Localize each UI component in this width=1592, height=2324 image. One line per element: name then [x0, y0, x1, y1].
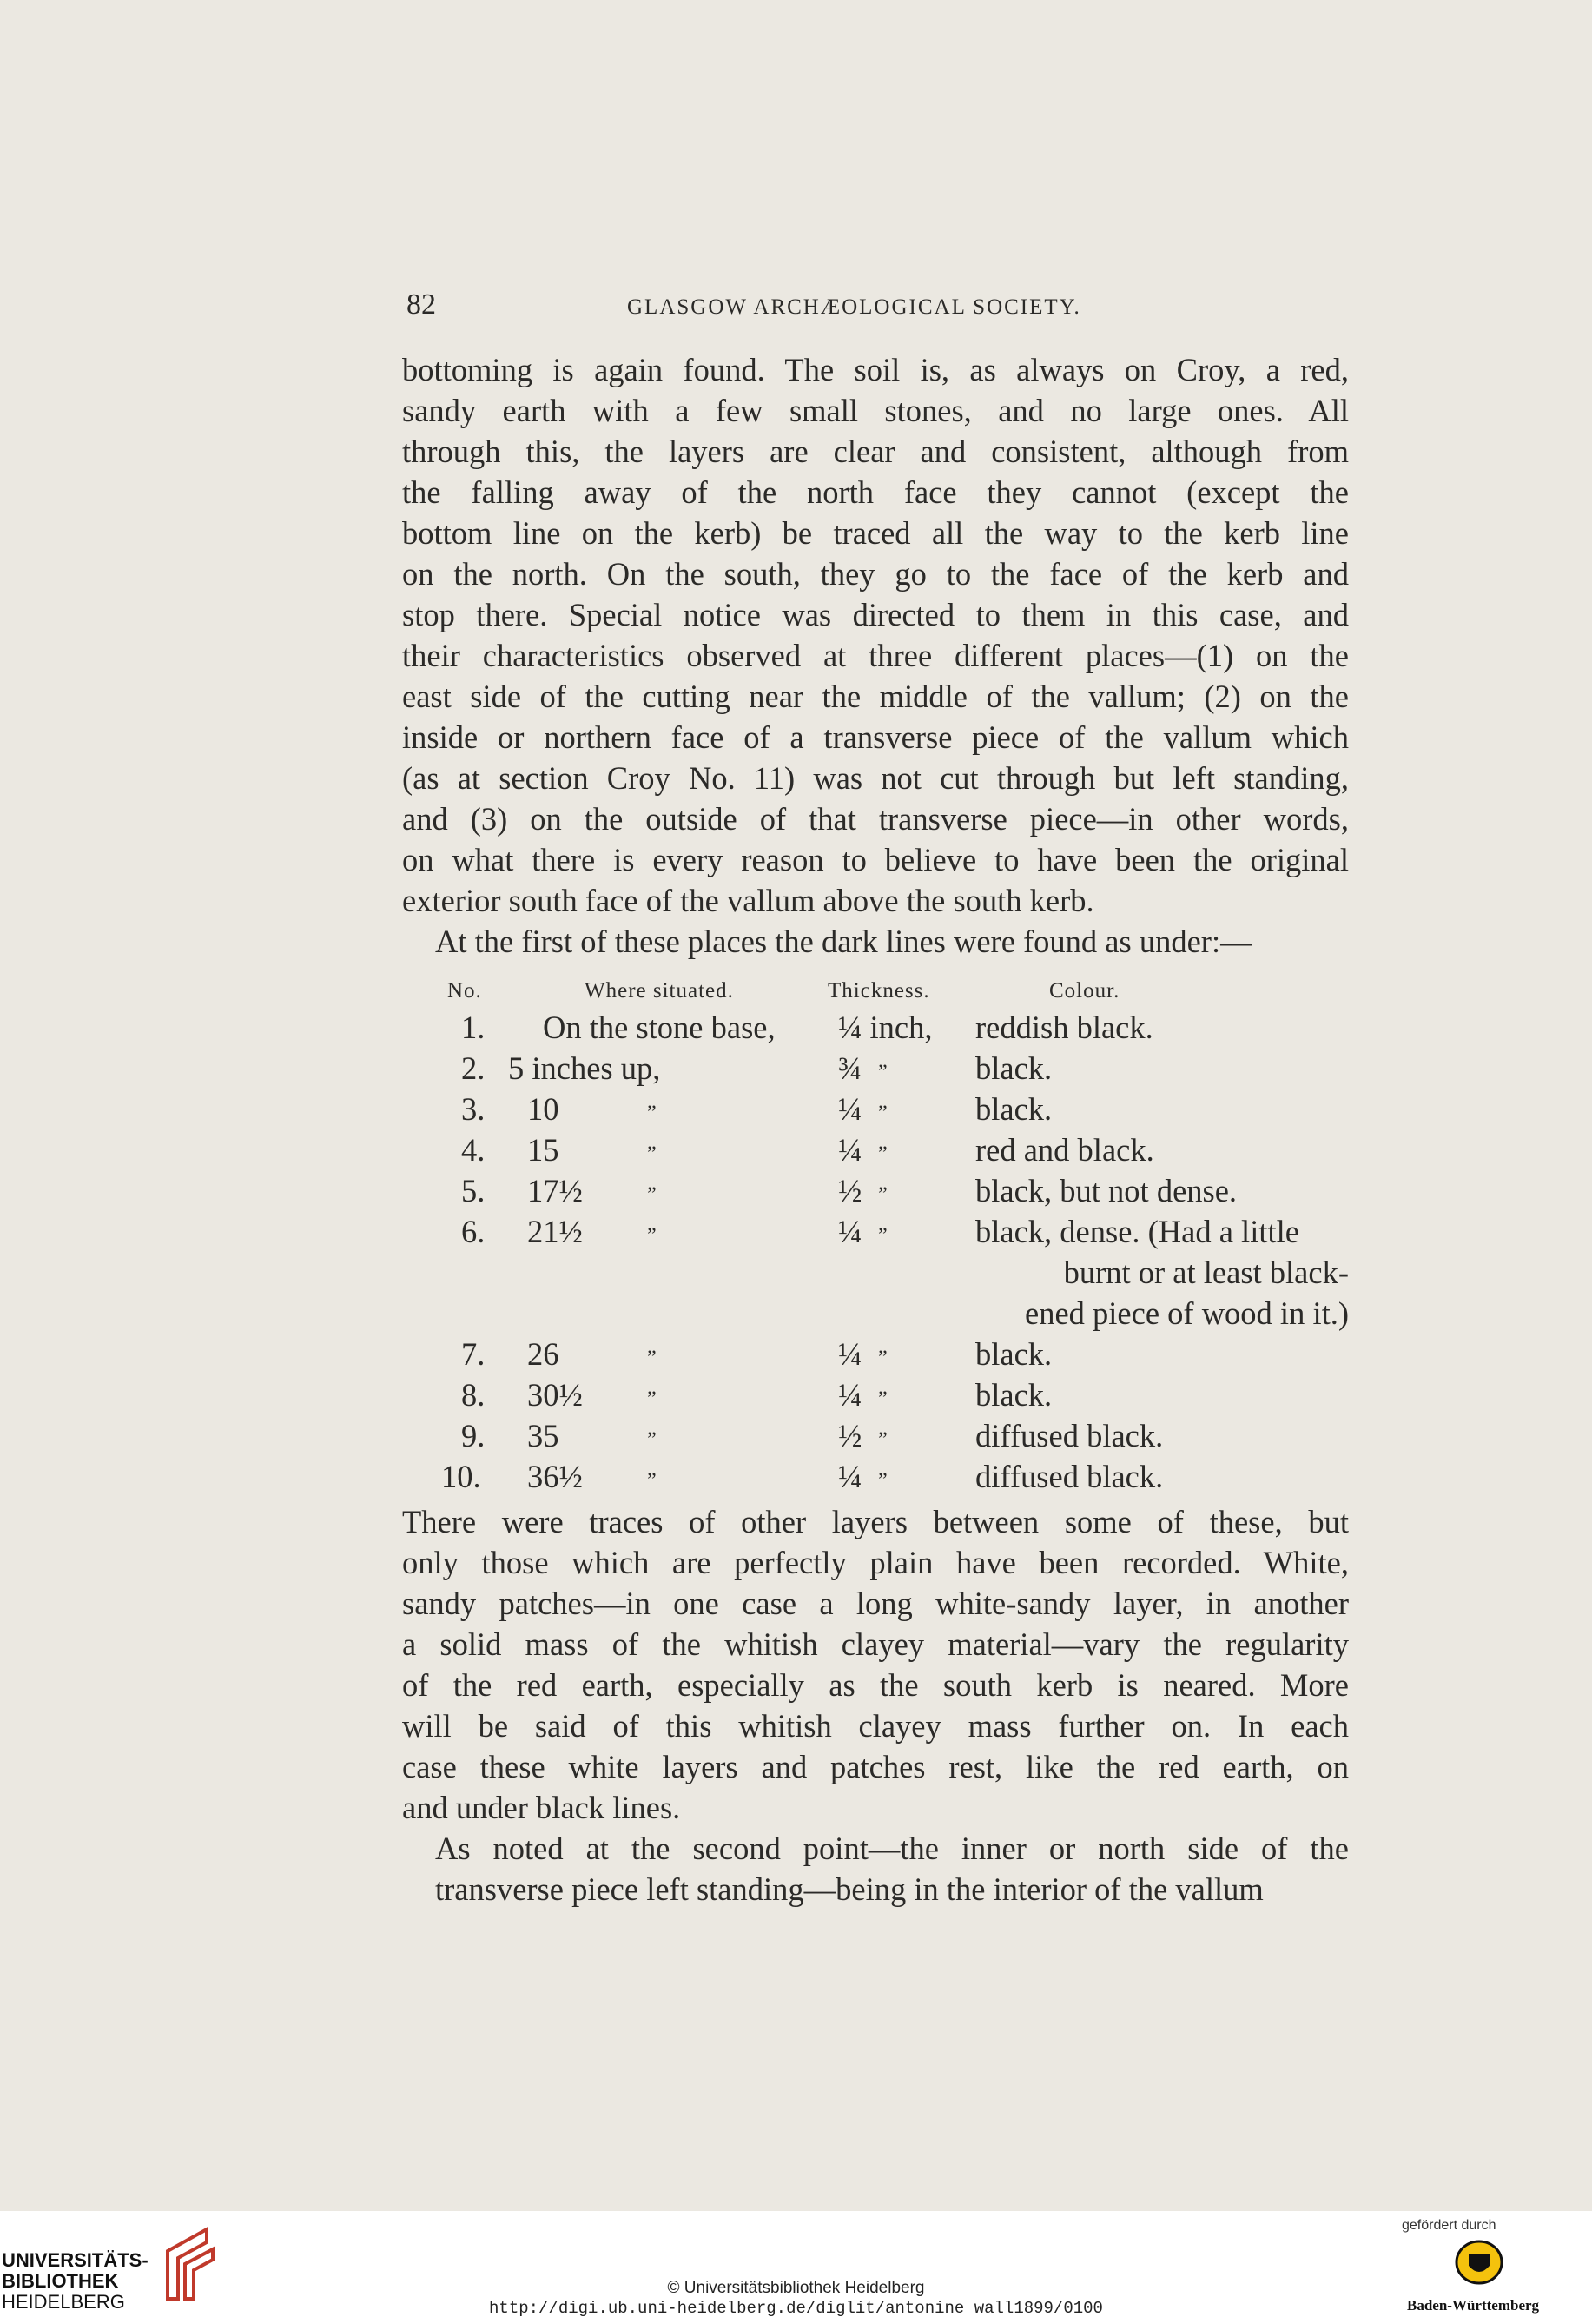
row-number: 9. — [461, 1418, 486, 1453]
row-where-ditto: „ — [647, 1172, 657, 1195]
table-row — [402, 1335, 1349, 1376]
row-where-ditto: „ — [647, 1335, 657, 1358]
row-colour-continued: ened piece of wood in it.) — [1025, 1295, 1349, 1331]
sponsor-label: gefördert durch — [1402, 2218, 1496, 2233]
text-line: a solid mass of the whitish clayey material—vary the regularity — [402, 1626, 1349, 1662]
body-text — [402, 349, 1349, 962]
row-number: 3. — [461, 1091, 486, 1127]
table-row — [402, 1376, 1349, 1417]
table-row — [402, 1131, 1349, 1172]
row-number: 2. — [461, 1050, 486, 1086]
table-row — [402, 1213, 1349, 1254]
library-line-1: UNIVERSITÄTS- — [2, 2249, 149, 2271]
row-thickness-ditto: „ — [878, 1172, 888, 1195]
text-line: stop there. Special notice was directed to them in this case, and — [402, 597, 1349, 632]
row-colour: reddish black. — [975, 1010, 1153, 1045]
text-line: bottoming is again found. The soil is, as always on Croy, a red, — [402, 352, 1349, 387]
copyright-text: © Universitätsbibliothek Heidelberg — [667, 2279, 925, 2297]
header-colour: Colour. — [1049, 979, 1120, 1003]
row-number: 5. — [461, 1173, 486, 1208]
text-line: sandy earth with a few small stones, and no large ones. All — [402, 393, 1349, 428]
table-row-continuation — [402, 1294, 1349, 1335]
row-where: 26 — [527, 1336, 559, 1372]
row-where-ditto: „ — [647, 1090, 657, 1113]
row-colour: black. — [975, 1050, 1053, 1086]
text-line: case these white layers and patches rest, like the red earth, on — [402, 1749, 1349, 1784]
row-where: 5 inches up, — [508, 1050, 661, 1086]
row-where-ditto: „ — [647, 1417, 657, 1440]
text-line: east side of the cutting near the middle of the vallum; (2) on the — [402, 679, 1349, 714]
text-line: transverse piece left standing—being in the interior of the vallum — [435, 1871, 1264, 1907]
row-thickness: ¼ — [838, 1214, 862, 1249]
row-thickness: ¼ inch, — [838, 1010, 933, 1045]
row-where-ditto: „ — [647, 1458, 657, 1480]
row-thickness-ditto: „ — [878, 1131, 888, 1154]
text-line: and under black lines. — [402, 1790, 681, 1825]
library-line-3: HEIDELBERG — [2, 2291, 125, 2313]
library-line-2: BIBLIOTHEK — [2, 2270, 119, 2292]
text-line: only those which are perfectly plain have been recorded. White, — [402, 1545, 1349, 1580]
page-number: 82 — [406, 288, 436, 321]
text-line: inside or northern face of a transverse piece of the vallum which — [402, 719, 1349, 755]
row-thickness-ditto: „ — [878, 1458, 888, 1480]
row-where: 35 — [527, 1418, 559, 1453]
row-number: 4. — [461, 1132, 486, 1168]
row-where-ditto: „ — [647, 1213, 657, 1235]
text-line: sandy patches—in one case a long white-sandy layer, in another — [402, 1586, 1349, 1621]
text-line: There were traces of other layers between some of these, but — [402, 1504, 1349, 1539]
row-where: 15 — [527, 1132, 559, 1168]
row-colour: diffused black. — [975, 1418, 1164, 1453]
row-thickness: ¼ — [838, 1459, 862, 1494]
source-url[interactable]: http://digi.ub.uni-heidelberg.de/diglit/antonine_wall1899/0100 — [489, 2299, 1103, 2318]
paragraph-1 — [402, 349, 1349, 921]
text-line: of the red earth, especially as the south kerb is neared. More — [402, 1667, 1349, 1703]
running-title: GLASGOW ARCHÆOLOGICAL SOCIETY. — [627, 295, 1081, 319]
row-thickness-ditto: „ — [878, 1213, 888, 1235]
row-thickness-ditto: „ — [878, 1090, 888, 1113]
text-line: on what there is every reason to believe to have been the original — [402, 842, 1349, 877]
row-colour: black. — [975, 1091, 1053, 1127]
text-line: the falling away of the north face they cannot (except the — [402, 474, 1349, 510]
row-number: 7. — [461, 1336, 486, 1372]
header-no: No. — [447, 979, 482, 1003]
row-where: On the stone base, — [543, 1010, 776, 1045]
paragraph-3 — [402, 1501, 1349, 1828]
row-where: 30½ — [527, 1377, 583, 1413]
row-thickness: ¼ — [838, 1336, 862, 1372]
row-where: 21½ — [527, 1214, 583, 1249]
table-row-continuation — [402, 1254, 1349, 1294]
row-where: 10 — [527, 1091, 559, 1127]
row-thickness-ditto: „ — [878, 1049, 888, 1072]
row-where: 17½ — [527, 1173, 583, 1208]
row-thickness-ditto: „ — [878, 1376, 888, 1399]
sponsor-coat-of-arms-icon — [1455, 2238, 1503, 2287]
table-row — [402, 1417, 1349, 1458]
row-thickness: ¾ — [838, 1050, 862, 1086]
table-header — [402, 979, 1349, 1009]
row-colour: black. — [975, 1336, 1053, 1372]
table-row — [402, 1458, 1349, 1499]
row-number: 6. — [461, 1214, 486, 1249]
text-line: their characteristics observed at three different places—(1) on the — [402, 638, 1349, 673]
table-row — [402, 1009, 1349, 1049]
row-colour: red and black. — [975, 1132, 1154, 1168]
row-where: 36½ — [527, 1459, 583, 1494]
header-where: Where situated. — [585, 979, 734, 1003]
text-line: (as at section Croy No. 11) was not cut through but left standing, — [402, 760, 1349, 796]
header-thickness: Thickness. — [828, 979, 930, 1003]
row-where-ditto: „ — [647, 1376, 657, 1399]
row-colour: diffused black. — [975, 1459, 1164, 1494]
row-colour-continued: burnt or at least black- — [1063, 1255, 1349, 1290]
row-thickness-ditto: „ — [878, 1335, 888, 1358]
row-number: 8. — [461, 1377, 486, 1413]
table-row — [402, 1090, 1349, 1131]
paragraph-2: At the first of these places the dark lines were found as under:— — [435, 924, 1252, 959]
sponsor-name: Baden-Württemberg — [1407, 2297, 1540, 2314]
row-thickness: ½ — [838, 1173, 862, 1208]
table-row — [402, 1172, 1349, 1213]
body-text-continued — [402, 1501, 1349, 1910]
row-number: 10. — [441, 1459, 481, 1494]
row-number: 1. — [461, 1010, 486, 1045]
paragraph-4 — [402, 1828, 1349, 1910]
text-line: As noted at the second point—the inner or north side of the — [435, 1831, 1349, 1866]
row-colour: black, but not dense. — [975, 1173, 1238, 1208]
row-colour: black, dense. (Had a little — [975, 1214, 1299, 1249]
text-line: exterior south face of the vallum above the south kerb. — [402, 883, 1094, 918]
text-line: on the north. On the south, they go to the face of the kerb and — [402, 556, 1349, 592]
table-row — [402, 1049, 1349, 1090]
row-thickness: ¼ — [838, 1091, 862, 1127]
row-thickness: ¼ — [838, 1132, 862, 1168]
layers-table — [402, 979, 1349, 1499]
text-line: and (3) on the outside of that transverse piece—in other words, — [402, 801, 1349, 837]
text-line: will be said of this whitish clayey mass further on. In each — [402, 1708, 1349, 1744]
text-line: through this, the layers are clear and consistent, although from — [402, 434, 1349, 469]
row-thickness-ditto: „ — [878, 1417, 888, 1440]
row-where-ditto: „ — [647, 1131, 657, 1154]
text-line: bottom line on the kerb) be traced all the way to the kerb line — [402, 515, 1349, 551]
row-thickness: ¼ — [838, 1377, 862, 1413]
row-colour: black. — [975, 1377, 1053, 1413]
row-thickness: ½ — [838, 1418, 862, 1453]
